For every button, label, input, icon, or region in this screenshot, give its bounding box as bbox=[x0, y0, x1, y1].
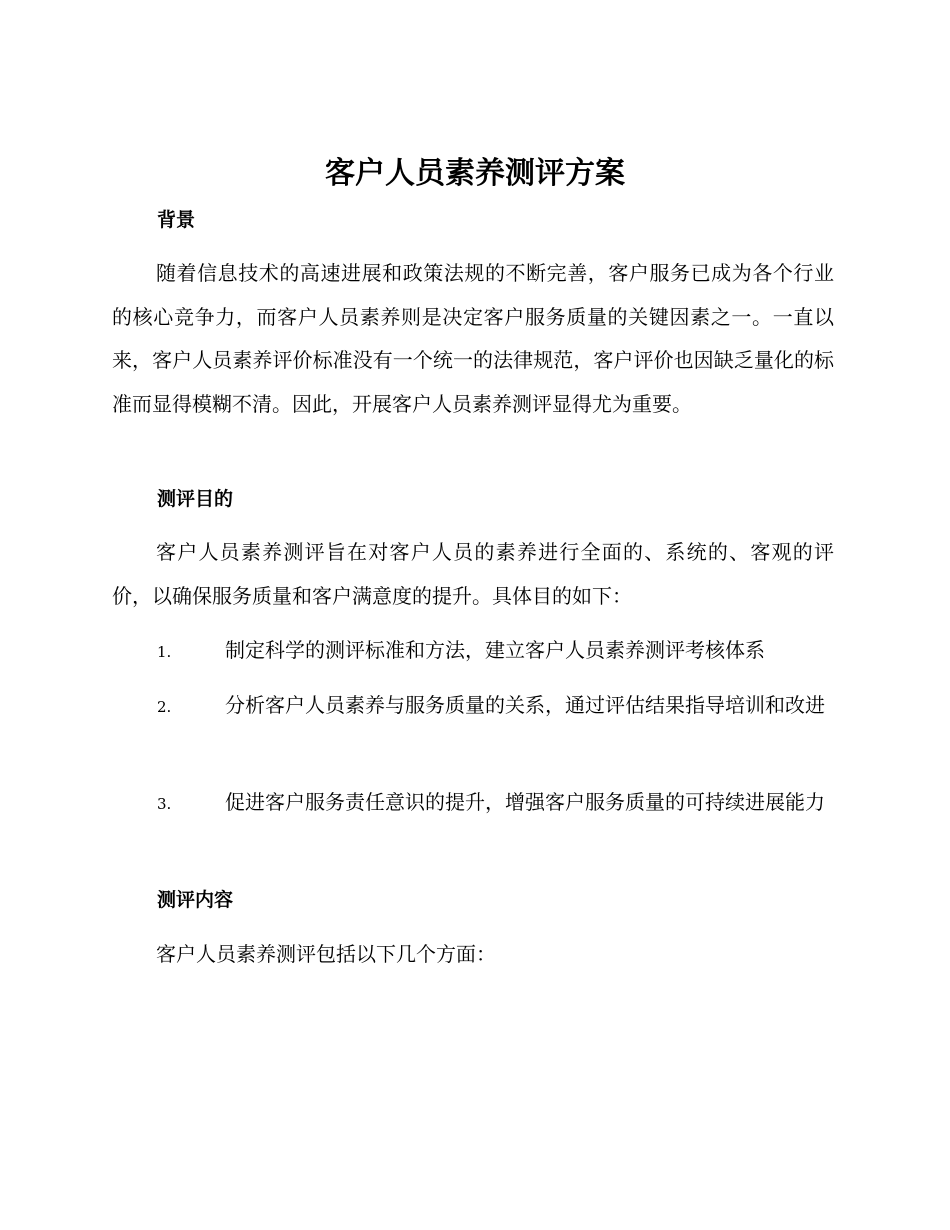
purpose-paragraph: 客户人员素养测评旨在对客户人员的素养进行全面的、系统的、客观的评价，以确保服务质量和客户满意度的提升。具体目的如下： bbox=[112, 540, 834, 608]
document-title: 客户人员素养测评方案 bbox=[325, 156, 625, 191]
list-item-text: 促进客户服务责任意识的提升，增强客户服务质量的可持续进展能力 bbox=[225, 790, 825, 814]
purpose-list-item bbox=[112, 781, 834, 827]
purpose-list-item bbox=[112, 629, 834, 675]
background-paragraph: 随着信息技术的高速进展和政策法规的不断完善，客户服务已成为各个行业的核心竞争力，而客户人员素养则是决定客户服务质量的关键因素之一。一直以来，客户人员素养评价标准没有一个统一的法律规范，客户评价也因缺乏量化的标准而显得模糊不清。因此，开展客户人员素养测评显得尤为重要。 bbox=[112, 261, 834, 416]
list-item-number: 3. bbox=[157, 795, 172, 813]
list-item-text: 分析客户人员素养与服务质量的关系，通过评估结果指导培训和改进 bbox=[225, 693, 825, 717]
section-heading-background: 背景 bbox=[157, 209, 196, 231]
list-item-number: 1. bbox=[157, 643, 172, 661]
purpose-list-item bbox=[112, 684, 834, 730]
section-heading-content: 测评内容 bbox=[157, 889, 234, 911]
section-heading-purpose: 测评目的 bbox=[157, 488, 234, 510]
content-paragraph: 客户人员素养测评包括以下几个方面： bbox=[156, 942, 496, 966]
list-item-text: 制定科学的测评标准和方法，建立客户人员素养测评考核体系 bbox=[225, 638, 765, 662]
list-item-number: 2. bbox=[157, 698, 172, 716]
